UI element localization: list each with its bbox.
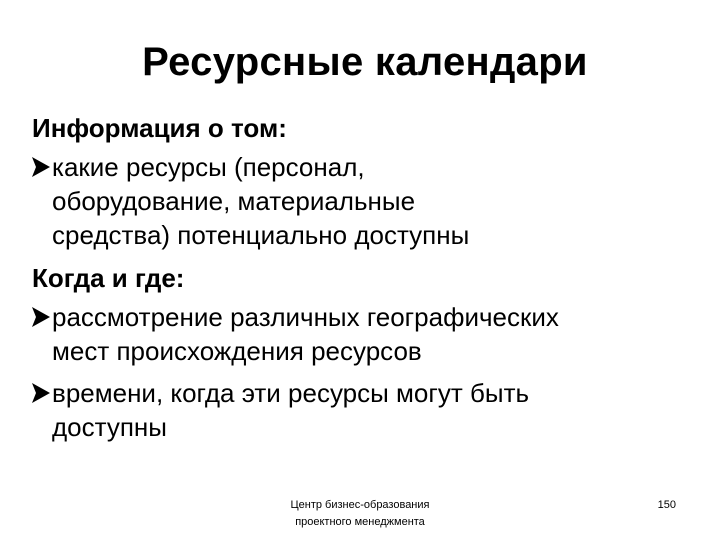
bullet-item-time (32, 376, 642, 444)
footer-organization (230, 497, 490, 531)
bullet-item-locations (32, 300, 612, 368)
slide-title: Ресурсные календари (142, 40, 588, 84)
slide-content (32, 110, 702, 452)
arrowhead-bullet-icon (32, 157, 50, 177)
section-heading-info: Информация о том: (32, 113, 287, 143)
page-number: 150 (657, 499, 676, 511)
footer-org-line1: Центр бизнес-образования (290, 499, 430, 511)
bullet-text: какие ресурсы (персонал, оборудование, материальные средства) потенциально доступны (52, 152, 470, 250)
arrowhead-bullet-icon (32, 383, 50, 403)
bullet-text: времени, когда эти ресурсы могут быть доступны (52, 378, 530, 442)
section-heading-when-where: Когда и где: (32, 263, 185, 293)
bullet-item-resources (32, 150, 492, 252)
footer-org-line2: проектного менеджмента (295, 516, 425, 528)
bullet-text: рассмотрение различных географических мест происхождения ресурсов (52, 302, 559, 366)
arrowhead-bullet-icon (32, 307, 50, 327)
